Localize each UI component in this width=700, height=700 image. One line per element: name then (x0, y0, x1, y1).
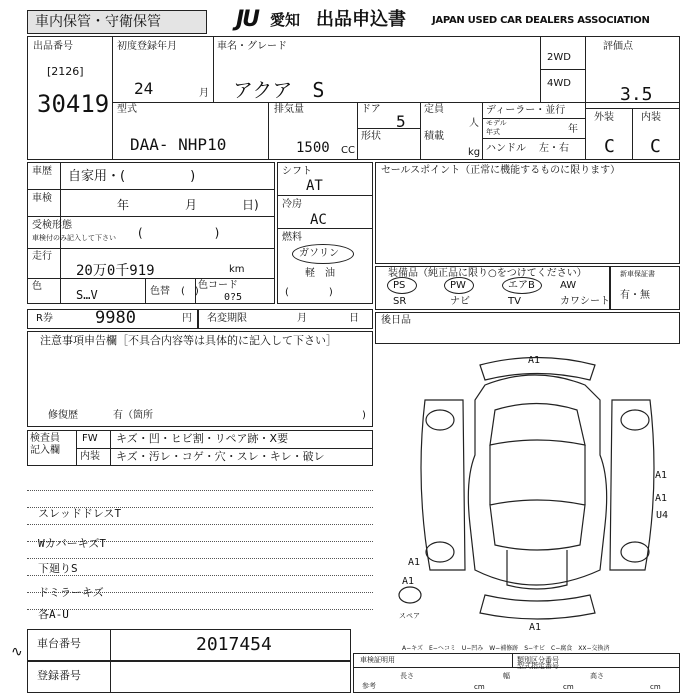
equipment-item: AW (560, 280, 577, 291)
color-code-value: 0?5 (224, 292, 243, 303)
doors-value: 5 (396, 112, 406, 131)
handwritten-note: 下廻りS (38, 562, 78, 575)
drive-4wd: 4WD (547, 78, 571, 89)
aircon-label: 冷房 (282, 199, 302, 210)
equipment-item: カワシート (560, 296, 610, 307)
handwritten-note: スレッドドレスT (38, 507, 122, 520)
damage-mark: A1 (528, 355, 541, 366)
inspection-year: 年 (117, 198, 130, 212)
damage-mark: A1 (529, 622, 542, 633)
damage-legend: A−キズ E−ヘコミ U−凹み W−補修跡 S−サビ C−腐食 XX−交換済 (402, 645, 610, 652)
fuel-light-oil: 軽 油 (305, 268, 335, 279)
equipment-item: TV (508, 296, 521, 307)
width-label: 幅 (503, 672, 510, 680)
reg-cert-label: 車検証明用 (360, 656, 395, 664)
category-label: 類別区分番号 (517, 656, 559, 664)
inspector-row2: キズ・汚レ・コゲ・穴・スレ・キレ・破レ (116, 450, 325, 463)
handle-label: ハンドル (486, 143, 526, 154)
year-unit: 年 (568, 124, 578, 135)
note-rule (27, 524, 373, 525)
reg-number-label: 登録番号 (37, 669, 81, 682)
capacity-label: 定員 (424, 104, 444, 115)
model-year-label: モデル 年式 (486, 119, 507, 136)
color-change-label: 色替 (150, 286, 170, 297)
fuel-label: 燃料 (282, 232, 302, 243)
storage-label: 車内保管・守衛保管 (35, 14, 161, 30)
shift-label: シフト (282, 166, 312, 177)
handwritten-note: 各A-U (38, 608, 69, 621)
exterior-label: 外装 (594, 112, 614, 123)
recycle-unit: 円 (182, 313, 192, 324)
note-rule (27, 558, 373, 559)
inspector-row1-label: FW (82, 433, 98, 444)
equipment-circle (387, 277, 417, 294)
color-value: S…V (76, 288, 98, 302)
mileage-label: 走行 (32, 251, 52, 262)
drive-2wd: 2WD (547, 52, 571, 63)
equipment-label: 装備品（純正品に限り○をつけてください） (388, 268, 587, 279)
displacement-unit: CC (341, 145, 355, 156)
fuel-paren: ( ) (285, 287, 333, 298)
car-damage-diagram (395, 345, 680, 645)
new-guarantee-label: 新車保証書 (620, 270, 655, 278)
grade-score: 3.5 (620, 84, 653, 105)
association-name: JAPAN USED CAR DEALERS ASSOCIATION (432, 15, 650, 26)
displacement-label: 排気量 (274, 104, 304, 115)
damage-mark: A1 (402, 576, 415, 587)
margin-mark: ∿ (11, 644, 23, 660)
note-rule (27, 490, 373, 491)
grade-label: 評価点 (603, 41, 633, 52)
exterior-grade: C (604, 136, 615, 157)
inspection-label: 車検 (32, 193, 52, 204)
repair-value: 有（箇所 (113, 410, 153, 421)
handwritten-note: ドミラーキズ (38, 586, 104, 599)
inspector-label: 検査員 記入欄 (30, 433, 60, 456)
mileage-unit: km (229, 264, 245, 275)
spare-label: スペア (399, 612, 420, 620)
height-label: 高さ (590, 672, 604, 680)
registration-month-unit: 月 (199, 88, 209, 99)
damage-mark: U4 (656, 510, 669, 521)
accepted-paren: ( ) (138, 226, 220, 240)
note-rule (27, 609, 373, 610)
handwritten-note: WカバーキズT (38, 537, 107, 550)
lot-label: 出品番号 (33, 41, 73, 52)
lot-number: 30419 (37, 90, 110, 118)
accepted-label: 受検形態 (32, 220, 72, 231)
color-code-label: 色コード (198, 280, 238, 291)
sales-point-box (375, 162, 680, 264)
designation-label: 型式指定番号 (517, 662, 559, 670)
mileage-value: 20万0千919 (76, 263, 155, 279)
shape-label: 形状 (361, 131, 381, 142)
accepted-note: 車検付のみ記入して下さい (32, 234, 116, 242)
name-change-day: 日 (349, 313, 359, 324)
sales-point-label: セールスポイント（正常に機能するものに限ります） (381, 165, 621, 176)
load-label: 積載 (424, 131, 444, 142)
recycle-value: 9980 (95, 308, 136, 328)
logo-region: 愛知 (270, 11, 301, 29)
doors-label: ドア (361, 104, 381, 115)
vehicle-label: 車名・グレード (217, 41, 287, 52)
inspection-day: 日) (242, 198, 259, 212)
interior-label: 内装 (641, 112, 661, 123)
equipment-item: エアB (508, 280, 535, 291)
recycle-label: R券 (36, 313, 53, 324)
form-title: 出品申込書 (316, 9, 406, 30)
cm-width: cm (563, 683, 574, 691)
rear-seat-box (375, 312, 680, 344)
cm-length: cm (474, 683, 485, 691)
model-label: 型式 (117, 104, 137, 115)
damage-mark: A1 (655, 470, 668, 481)
rear-seat-label: 後日品 (381, 315, 411, 326)
damage-mark: A1 (655, 493, 668, 504)
history-value: 自家用・( ) (68, 169, 196, 184)
equipment-item: PS (393, 280, 406, 291)
inspector-row1: キズ・凹・ヒビ割・リペア跡・X要 (116, 432, 289, 445)
aircon-value: AC (310, 212, 327, 228)
inspector-row2-label: 内装 (80, 451, 100, 462)
note-rule (27, 575, 373, 576)
capacity-unit: 人 (469, 118, 479, 129)
equipment-circle (444, 277, 474, 294)
reg-cert-sub: 参考 (362, 682, 376, 690)
history-label: 車歴 (32, 166, 52, 177)
color-label: 色 (32, 281, 42, 292)
equipment-item: SR (393, 296, 407, 307)
inspection-month: 月 (185, 198, 198, 212)
equipment-circle (502, 277, 542, 294)
equipment-item: PW (450, 280, 466, 291)
load-unit: kg (468, 147, 481, 158)
vehicle-name: アクア S (233, 78, 325, 102)
shift-value: AT (306, 178, 323, 194)
color-change-paren: ( ) (181, 286, 199, 297)
registration-year: 24 (134, 79, 154, 98)
registration-label: 初度登録年月 (117, 41, 177, 52)
chassis-value: 2017454 (196, 634, 272, 655)
top-info-block (27, 36, 680, 160)
displacement-value: 1500 (296, 140, 330, 156)
repair-label: 修復歴 (48, 410, 78, 421)
repair-close: ) (362, 410, 366, 421)
model-value: DAA- NHP10 (130, 135, 227, 154)
equipment-item: ナビ (450, 296, 470, 307)
lot-bracket-number: [2126] (47, 65, 84, 78)
ju-logo: JU (236, 7, 259, 32)
handle-options: 左・右 (539, 143, 569, 154)
damage-mark: A1 (408, 557, 421, 568)
length-label: 長さ (400, 672, 414, 680)
cm-height: cm (650, 683, 661, 691)
new-guarantee-value: 有・無 (620, 290, 650, 301)
chassis-label: 車台番号 (37, 637, 81, 650)
name-change-month: 月 (297, 313, 307, 324)
name-change-label: 名変期限 (207, 313, 247, 324)
fuel-gasoline: ガソリン (299, 248, 339, 259)
interior-grade: C (650, 136, 661, 157)
notes-label: 注意事項申告欄［不具合内容等は具体的に記入して下さい］ (40, 334, 337, 347)
dealer-label: ディーラー・並行 (486, 105, 566, 116)
